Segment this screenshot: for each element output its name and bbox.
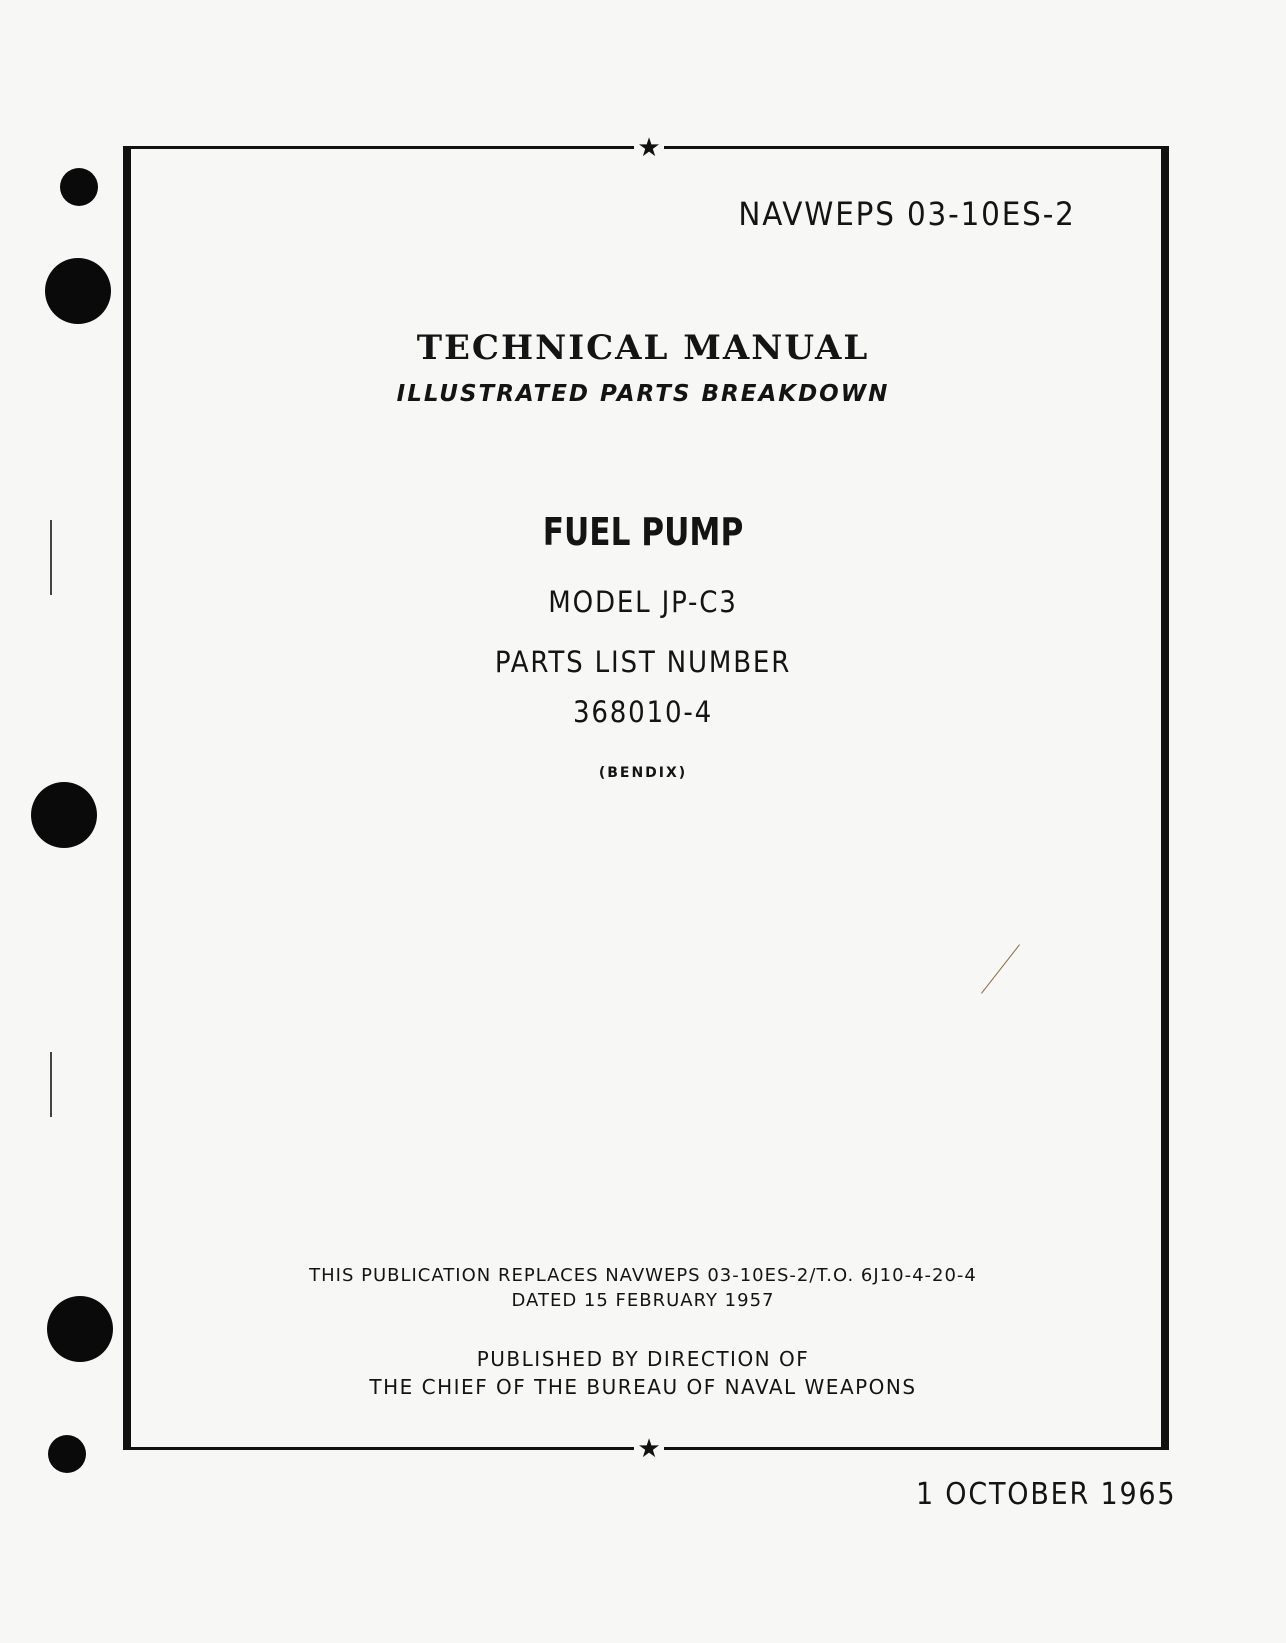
scan-mark [50, 1052, 52, 1117]
model-number: MODEL JP-C3 [548, 585, 738, 619]
binder-hole-3 [31, 782, 97, 848]
publisher-line-1: PUBLISHED BY DIRECTION OF [476, 1347, 810, 1371]
parts-list-number: 368010-4 [572, 695, 714, 729]
manufacturer: (BENDIX) [598, 765, 688, 781]
star-icon-top: ★ [634, 133, 664, 163]
document-number: NAVWEPS 03-10ES-2 [738, 195, 1076, 233]
publication-date: 1 OCTOBER 1965 [915, 1477, 1176, 1512]
scan-mark [50, 520, 52, 595]
manual-title: TECHNICAL MANUAL [416, 328, 870, 368]
binder-hole-5 [48, 1435, 86, 1473]
replacement-notice-line-2: DATED 15 FEBRUARY 1957 [511, 1290, 775, 1311]
star-icon-bottom: ★ [634, 1434, 664, 1464]
publisher-line-2: THE CHIEF OF THE BUREAU OF NAVAL WEAPONS [369, 1375, 917, 1399]
binder-hole-1 [60, 168, 98, 206]
manual-subtitle: ILLUSTRATED PARTS BREAKDOWN [396, 381, 890, 407]
parts-list-label: PARTS LIST NUMBER [494, 645, 792, 679]
binder-hole-2 [45, 258, 111, 324]
replacement-notice-line-1: THIS PUBLICATION REPLACES NAVWEPS 03-10ES-2/T.O. 6J10-4-20-4 [309, 1265, 977, 1286]
product-name: FUEL PUMP [542, 510, 744, 554]
